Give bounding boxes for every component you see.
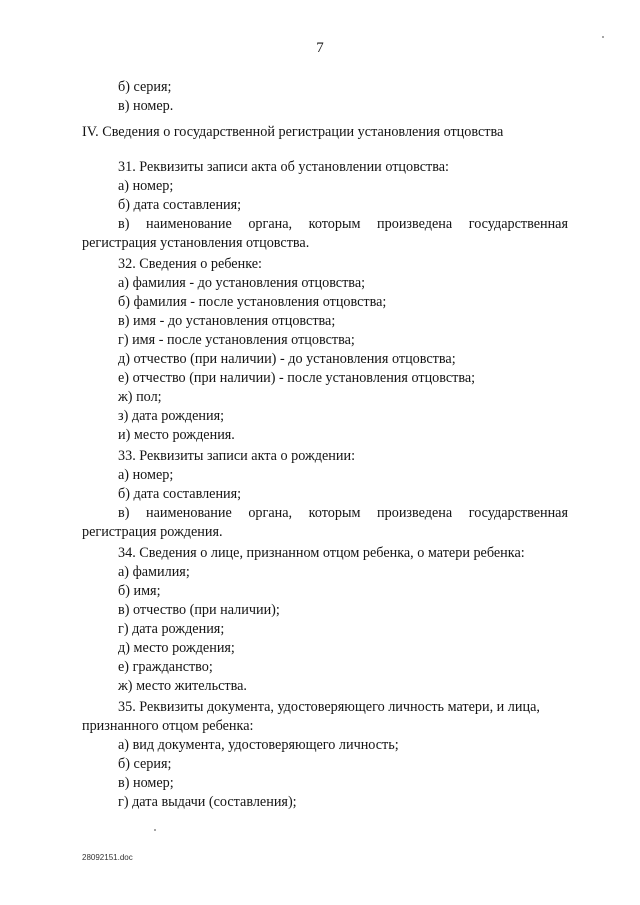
text-line: 34. Сведения о лице, признанном отцом ребенка, о матери ребенка: [118,545,525,561]
text-line: 31. Реквизиты записи акта об установлении отцовства: [118,159,449,175]
footer-file-code: 28092151.doc [82,853,133,862]
text-line: а) номер; [118,178,174,194]
text-line: г) дата рождения; [118,621,225,637]
text-line: ж) место жительства. [118,678,247,694]
text-line: 33. Реквизиты записи акта о рождении: [118,448,356,464]
scan-speck [602,36,604,38]
text-line: е) отчество (при наличии) - после установления отцовства; [118,370,476,386]
text-line: б) дата составления; [118,486,242,502]
text-line: а) фамилия; [118,564,190,580]
page-number: 7 [316,40,324,56]
section-heading: IV. Сведения о государственной регистрации установления отцовства [82,124,504,140]
text-line: б) серия; [118,756,172,772]
text-line: б) фамилия - после установления отцовства; [118,294,387,310]
text-line: в) номер; [118,775,174,791]
text-line: в) наименование органа, которым произведена государственная [118,216,568,232]
text-line: д) место рождения; [118,640,235,656]
text-line: б) серия; [118,79,172,95]
text-line: регистрация рождения. [82,524,223,540]
text-line: в) наименование органа, которым произведена государственная [118,505,568,521]
text-line: регистрация установления отцовства. [82,235,310,251]
text-line: 35. Реквизиты документа, удостоверяющего личность матери, и лица, [118,699,540,715]
text-line: в) номер. [118,98,174,114]
text-line: а) вид документа, удостоверяющего личность; [118,737,399,753]
text-line: з) дата рождения; [118,408,225,424]
text-line: а) фамилия - до установления отцовства; [118,275,366,291]
text-line: ж) пол; [118,389,162,405]
text-line: г) дата выдачи (составления); [118,794,297,810]
text-line: б) дата составления; [118,197,242,213]
text-line: в) отчество (при наличии); [118,602,280,618]
text-line: г) имя - после установления отцовства; [118,332,355,348]
scan-speck [154,829,156,831]
text-line: д) отчество (при наличии) - до установления отцовства; [118,351,456,367]
text-line: и) место рождения. [118,427,235,443]
text-line: е) гражданство; [118,659,213,675]
text-line: а) номер; [118,467,174,483]
text-line: в) имя - до установления отцовства; [118,313,336,329]
text-line: признанного отцом ребенка: [82,718,254,734]
text-line: б) имя; [118,583,161,599]
text-line: 32. Сведения о ребенке: [118,256,262,272]
